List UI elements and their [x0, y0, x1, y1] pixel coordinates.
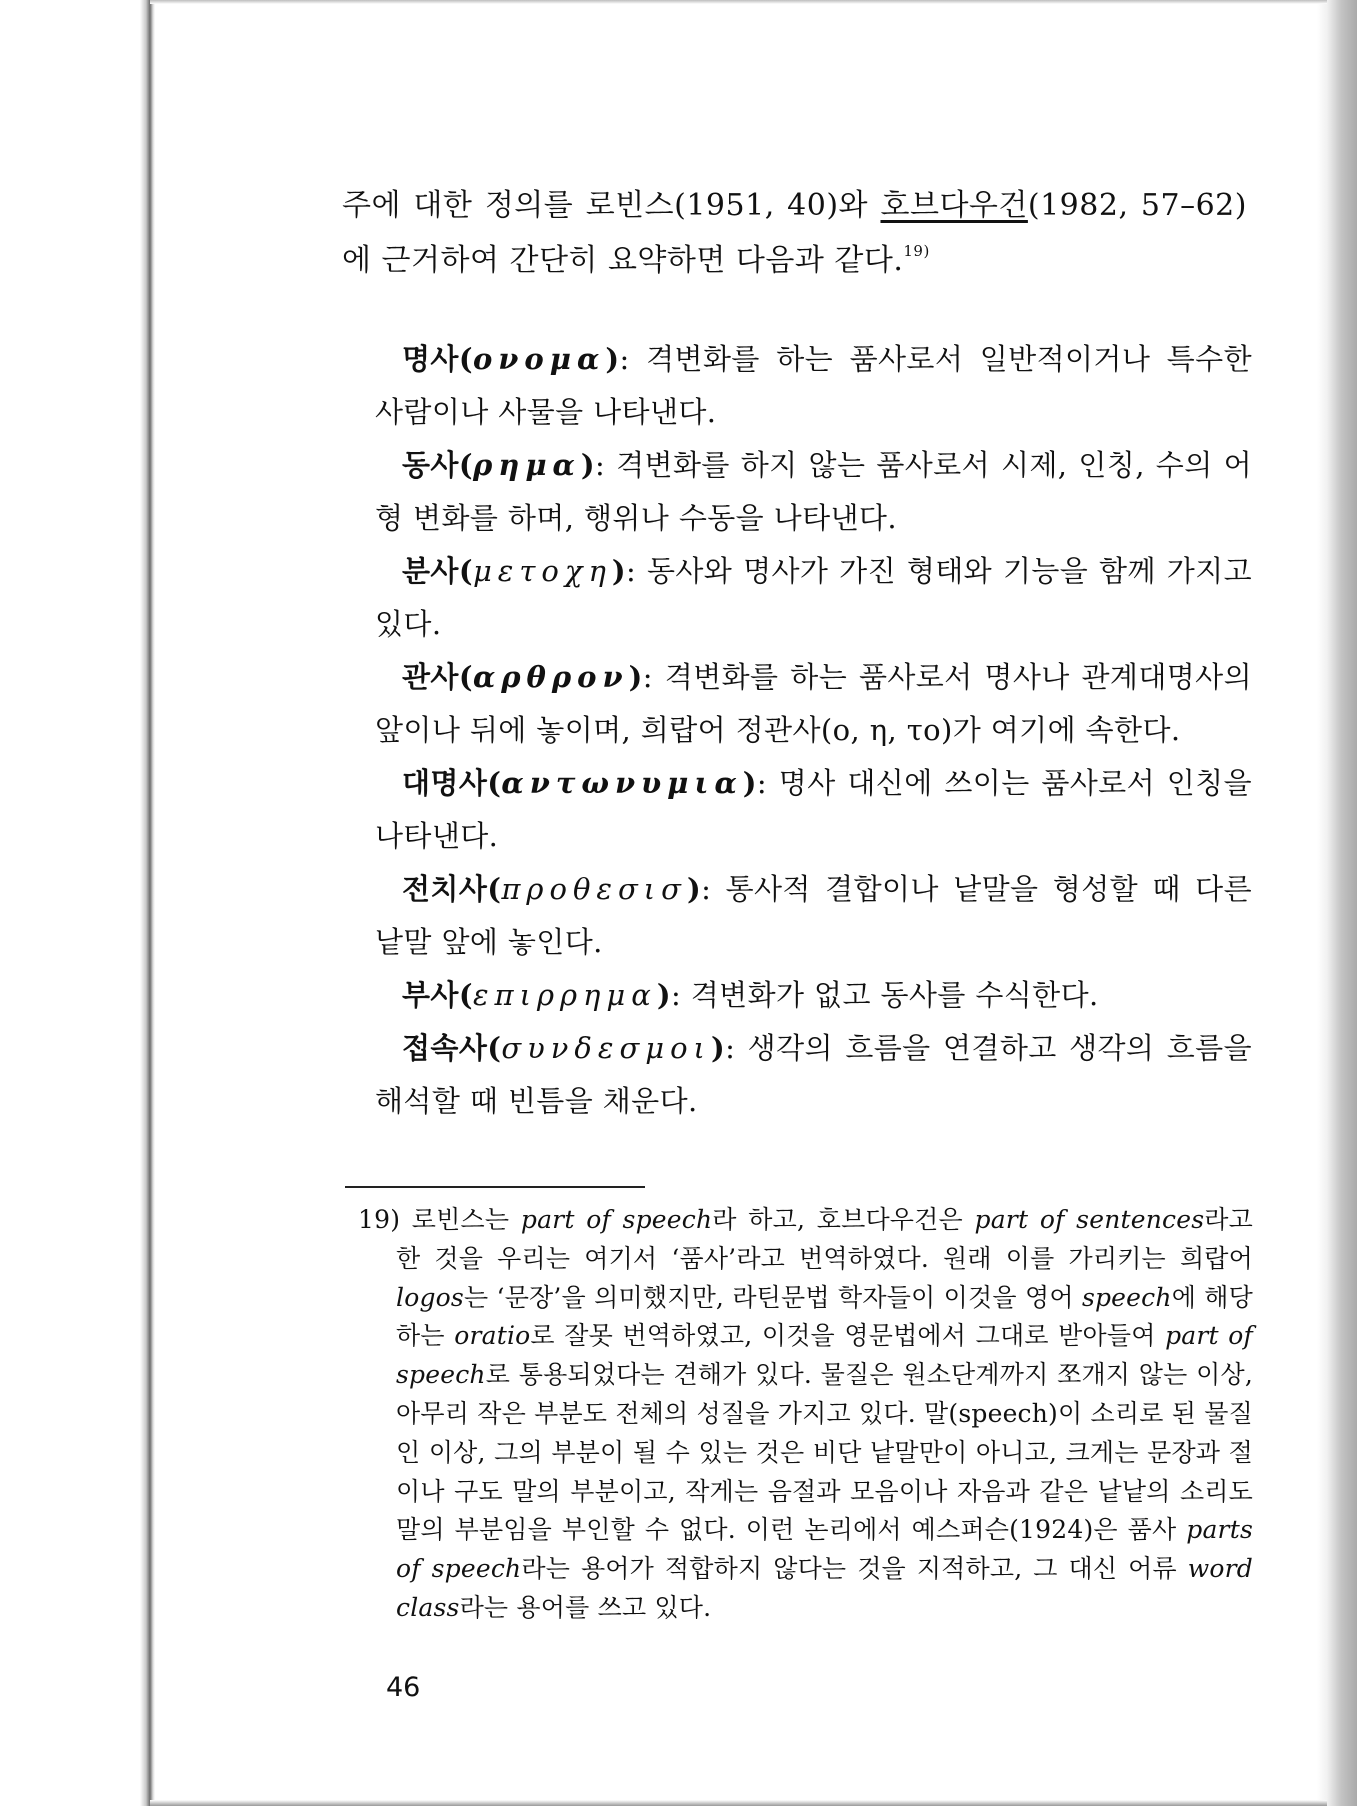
definition-text: : 격변화를 하는 품사로서 명사나 관계대명사의 앞이나 뒤에 놓이며, 희랍어 정관사(ο, η, το)가 여기에 속한다. [375, 660, 1252, 747]
definition-list [375, 333, 1252, 1128]
page-number: 46 [386, 1672, 421, 1703]
definition-term: 부사 [402, 978, 459, 1012]
definition-greek: συνδεσμοι [501, 1031, 711, 1065]
page-bottom-edge [150, 1800, 1327, 1806]
definition-text: : 명사 대신에 쓰이는 품사로서 인칭을 나타낸다. [375, 766, 1252, 853]
definition-term: 동사 [402, 448, 459, 482]
definition-item: 접속사(συνδεσμοι): 생각의 흐름을 연결하고 생각의 흐름을 해석할 때 빈틈을 채운다. [375, 1031, 1252, 1118]
definition-greek: επιρρημα [472, 978, 657, 1012]
page-binding-shadow [0, 0, 155, 1806]
definition-greek: ονομα [472, 342, 606, 376]
definition-item: 관사(αρθρον): 격변화를 하는 품사로서 명사나 관계대명사의 앞이나 뒤에 놓이며, 희랍어 정관사(ο, η, το)가 여기에 속한다. [375, 660, 1252, 747]
definition-greek: ρημα [472, 448, 581, 482]
definition-text: : 격변화를 하는 품사로서 일반적이거나 특수한 사람이나 사물을 나타낸다. [375, 342, 1252, 429]
definition-greek: αντωνυμια [501, 766, 743, 800]
intro-underlined-name: 호브다우건 [880, 188, 1028, 223]
definition-greek: προθεσισ [501, 872, 687, 906]
footnote-term: logos [396, 1282, 464, 1312]
footnote-term: parts of speech [396, 1515, 1253, 1584]
definition-term: 명사 [402, 342, 459, 376]
definition-item: 분사(μετοχη): 동사와 명사가 가진 형태와 기능을 함께 가지고 있다. [375, 554, 1252, 641]
definition-term: 분사 [402, 554, 459, 588]
footnote-term: speech [1081, 1282, 1172, 1312]
definition-item: 전치사(προθεσισ): 통사적 결합이나 낱말을 형성할 때 다른 낱말 앞에 놓인다. [375, 872, 1252, 959]
footnote-term: part of sentences [974, 1205, 1205, 1234]
definition-term: 관사 [402, 660, 459, 694]
definition-text: : 생각의 흐름을 연결하고 생각의 흐름을 해석할 때 빈틈을 채운다. [375, 1031, 1252, 1118]
footnote-reference[interactable]: 19) [903, 242, 930, 260]
intro-text-2: (1982, 57–62)에 근거하여 간단히 요약하면 다음과 같다. [342, 188, 1247, 278]
intro-paragraph [342, 178, 1247, 288]
page-top-edge [150, 0, 1327, 4]
definition-item: 동사(ρημα): 격변화를 하지 않는 품사로서 시제, 인칭, 수의 어형 변화를 하며, 행위나 수동을 나타낸다. [375, 448, 1252, 535]
footnote-term: word class [396, 1554, 1253, 1622]
footnote-term: part of speech [396, 1321, 1253, 1390]
definition-item: 명사(ονομα): 격변화를 하는 품사로서 일반적이거나 특수한 사람이나 사물을 나타낸다. [375, 342, 1252, 429]
definition-term: 전치사 [402, 872, 488, 906]
definition-text: : 격변화를 하지 않는 품사로서 시제, 인칭, 수의 어형 변화를 하며, 행위나 수동을 나타낸다. [375, 448, 1252, 535]
definition-text: : 통사적 결합이나 낱말을 형성할 때 다른 낱말 앞에 놓인다. [375, 872, 1252, 959]
definition-term: 접속사 [402, 1031, 488, 1065]
intro-text-1: 주에 대한 정의를 로빈스(1951, 40)와 [342, 188, 881, 223]
footnote-number: 19) [358, 1205, 401, 1234]
definition-greek: αρθρον [472, 660, 629, 694]
definition-item: 대명사(αντωνυμια): 명사 대신에 쓰이는 품사로서 인칭을 나타낸다. [375, 766, 1252, 853]
footnote-term: oratio [454, 1321, 531, 1351]
definition-greek: μετοχη [472, 554, 612, 588]
footnote-term: part of speech [520, 1205, 713, 1234]
definition-term: 대명사 [402, 766, 488, 800]
footnote-divider [345, 1186, 645, 1188]
definition-text: : 동사와 명사가 가진 형태와 기능을 함께 가지고 있다. [375, 554, 1252, 641]
definition-item: 부사(επιρρημα): 격변화가 없고 동사를 수식한다. [402, 978, 1099, 1012]
footnote-19: 19) 로빈스는 part of speech라 하고, 호브다우건은 part of sentences라고 한 것을 우리는 여기서 ‘품사’라고 번역하였다. 원래 이를 가리키는 희랍어 logos는 ‘문장’을 의미했지만, 라틴문법 학자들이 이것을 영어 speech에 해당하는 oratio로 잘못 번역하였고, 이것을 영문법에서 그대로 받아들여 part of speech로 통용되었다는 견해가 있다. 물질은 원소단계까지 쪼개지 않는 이상, 아무리 작은 부분도 전체의 성질을 가지고 있다. 말(speech)이 소리로 된 물질인 이상, 그의 부분이 될 수 있는 것은 비단 낱말만이 아니고, 크게는 문장과 절이나 구도 말의 부분이고, 작게는 음절과 모음이나 자음과 같은 낱낱의 소리도 말의 부분임을 부인할 수 없다. 이런 논리에서 예스퍼슨(1924)은 품사 parts of speech라는 용어가 적합하지 않다는 것을 지적하고, 그 대신 어류 word class라는 용어를 쓰고 있다. [358, 1205, 1254, 1622]
definition-text: : 격변화가 없고 동사를 수식한다. [670, 978, 1099, 1012]
page-edge-shadow [1317, 0, 1357, 1806]
